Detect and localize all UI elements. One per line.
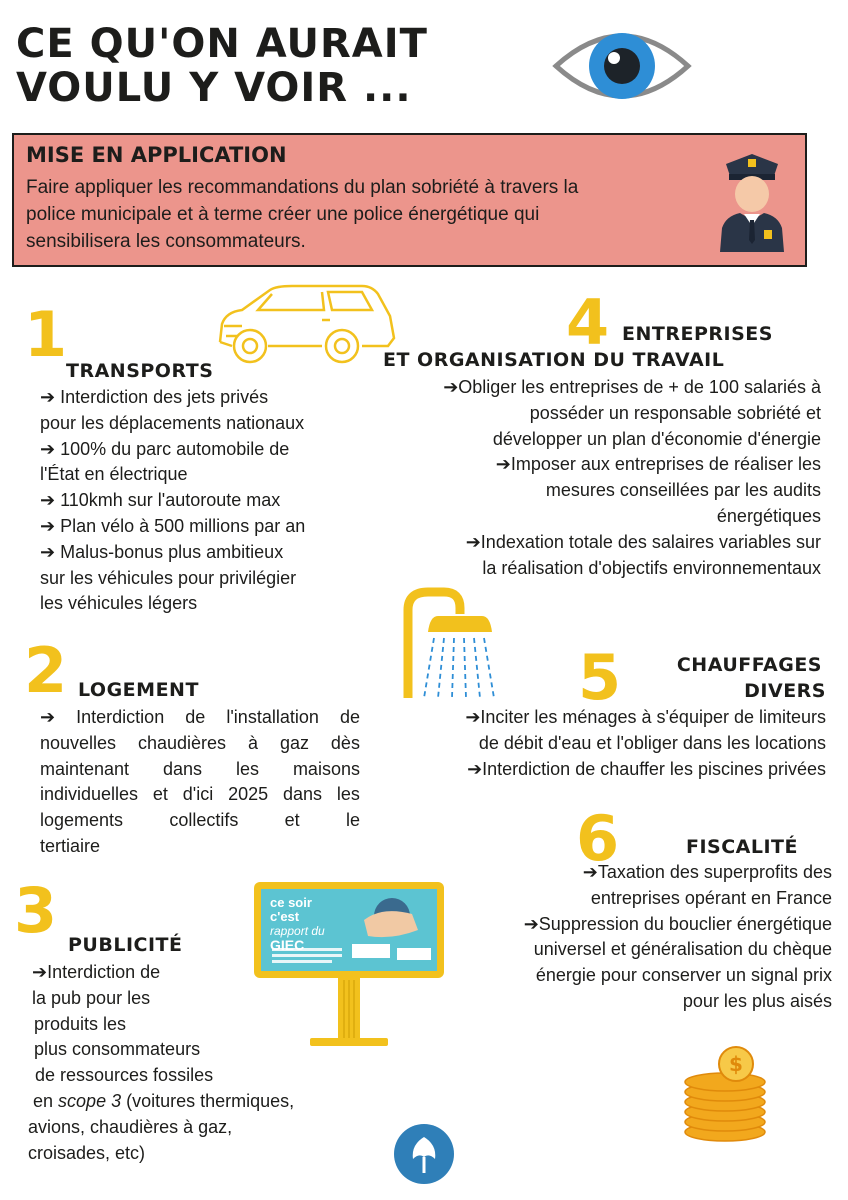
bullet-line: l'État en électrique [40,464,188,485]
eye-icon [552,20,692,112]
section-body-transports [40,385,305,617]
bullet-line: produits les [34,1013,127,1034]
bullet-line: de ressources fossiles [35,1065,214,1086]
justified-line: nouvelles chaudières à gaz dès [40,732,360,753]
billboard-illustration [252,880,446,1056]
bullet-line: ➔Interdiction de [32,962,161,982]
banner-line: police municipale et à terme créer une police énergétique qui [26,204,540,225]
page-title-line-1: CE QU'ON AURAIT [16,21,428,67]
section-number-4: 4 [566,286,610,359]
bullet-line: croisades, etc) [28,1142,146,1163]
section-heading-fiscalite: FISCALITÉ [686,836,798,858]
bullet-line: ➔ Plan vélo à 500 millions par an [40,515,306,536]
bullet-line: la pub pour les [32,987,151,1008]
bullet-line: ➔Inciter les ménages à s'équiper de limiteurs [465,707,826,727]
bullet-line: en scope 3 (voitures thermiques, [33,1090,295,1111]
police-officer-icon [716,150,788,252]
bullet-line: ➔Suppression du bouclier énergétique [523,913,832,934]
justified-line: ➔ Interdiction de l'installation de [40,707,360,727]
billboard-text: ce soir c'est rapport du GIEC [270,895,325,953]
bullet-line: mesures conseillées par les audits [545,480,821,501]
bullet-line: ➔ 100% du parc automobile de [40,438,290,459]
car-icon [212,280,402,370]
section-number-3: 3 [14,874,58,947]
bullet-line: ➔Imposer aux entreprises de réaliser les [495,454,821,475]
bullet-line: ➔Obliger les entreprises de + de 100 salariés à [443,377,821,397]
banner-line: sensibilisera les consommateurs. [26,231,306,252]
section-number-1: 1 [24,298,68,371]
section-heading-logement: LOGEMENT [78,679,199,701]
bullet-line: développer un plan d'économie d'énergie [492,428,821,449]
bullet-line: posséder un responsable sobriété et [529,402,821,423]
shower-icon [398,586,500,700]
page-title-line-2: VOULU Y VOIR ... [16,65,412,111]
bullet-line: ➔Indexation totale des salaires variables sur [465,531,821,552]
section-body-logement [40,705,360,860]
bullet-line: entreprises opérant en France [590,887,832,908]
section-body-fiscalite [400,860,832,1015]
bullet-line: les véhicules légers [40,593,198,614]
section-body-chauffages [360,705,826,782]
section-subheading-chauffages: DIVERS [744,680,826,702]
justified-line: maintenant dans les maisons [40,758,360,779]
section-number-6: 6 [576,802,620,875]
bullet-line: énergétiques [716,505,821,526]
banner-line: Faire appliquer les recommandations du plan sobriété à travers la [26,177,579,198]
section-heading-chauffages: CHAUFFAGES [676,654,822,676]
bullet-line: ➔ Malus-bonus plus ambitieux [40,541,284,562]
bullet-line: ➔ Interdiction des jets privés [40,387,269,407]
bullet-line: universel et généralisation du chèque [533,939,832,960]
bullet-line: la réalisation d'objectifs environnementaux [482,557,821,578]
justified-line: individuelles et d'ici 2025 dans les [40,784,360,805]
section-number-2: 2 [24,634,68,707]
bullet-line: de débit d'eau et l'obliger dans les locations [478,732,826,753]
section-number-5: 5 [578,641,622,714]
bullet-line: pour les déplacements nationaux [40,412,305,433]
bullet-line: plus consommateurs [34,1039,201,1060]
organization-logo [393,1123,455,1185]
banner-text [26,174,716,255]
section-body-entreprises [340,375,821,581]
bullet-line: avions, chaudières à gaz, [28,1116,233,1137]
bullet-line: ➔ 110kmh sur l'autoroute max [40,490,281,511]
bullet-line: pour les plus aisés [682,990,832,1011]
page-title [16,22,428,110]
justified-line: logements collectifs et le [40,810,360,831]
section-subheading-entreprises: ET ORGANISATION DU TRAVAIL [383,349,725,371]
svg-text:$: $ [729,1052,743,1076]
coins-icon [680,1044,770,1144]
bullet-line: ➔Taxation des superprofits des [582,862,832,882]
section-heading-transports: TRANSPORTS [66,360,214,382]
last-line: tertiaire [40,835,101,856]
bullet-line: ➔Interdiction de chauffer les piscines privées [467,758,826,779]
section-heading-publicite: PUBLICITÉ [68,934,183,956]
bullet-line: sur les véhicules pour privilégier [40,567,297,588]
bullet-line: énergie pour conserver un signal prix [535,965,832,986]
section-heading-entreprises: ENTREPRISES [622,323,773,345]
banner-heading: MISE EN APPLICATION [26,143,287,167]
